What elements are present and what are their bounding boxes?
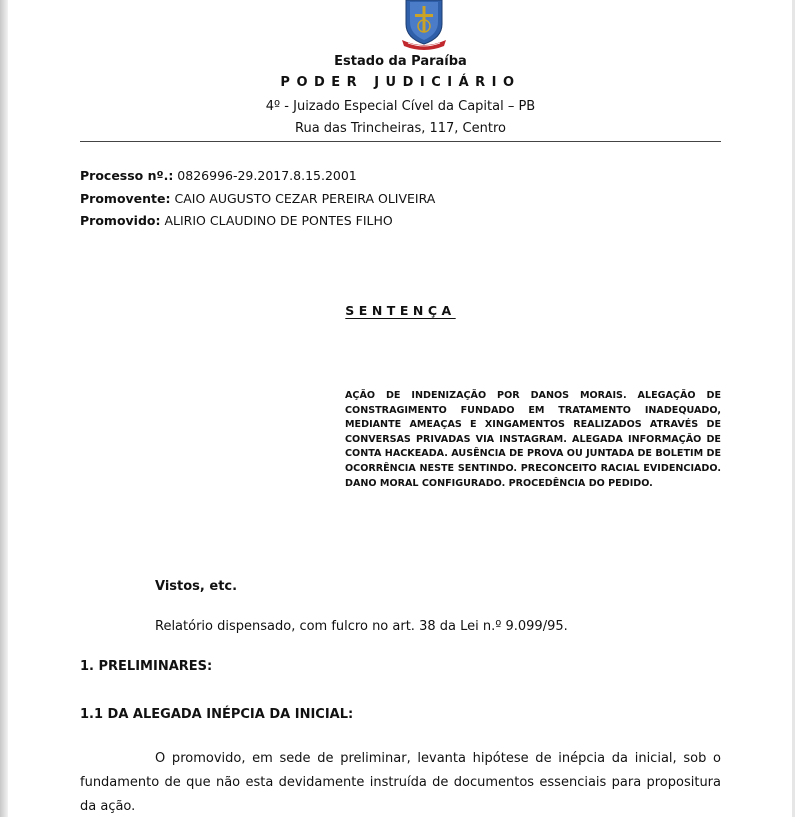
process-number-line (80, 168, 357, 183)
header-divider (80, 141, 721, 142)
defendant-value: ALIRIO CLAUDINO DE PONTES FILHO (160, 213, 393, 228)
plaintiff-label: Promovente: (80, 191, 171, 206)
page-left-edge (0, 0, 8, 817)
section-heading-preliminaries: 1. PRELIMINARES: (80, 659, 213, 674)
defendant-label: Promovido: (80, 213, 161, 228)
subsection-heading-inepcia: 1.1 DA ALEGADA INÉPCIA DA INICIAL: (80, 707, 354, 722)
document-title: SENTENÇA (345, 303, 456, 318)
plaintiff-line (80, 191, 435, 206)
judicial-power-title: PODER JUDICIÁRIO (280, 75, 521, 90)
state-name: Estado da Paraíba (334, 54, 467, 69)
process-number-value: 0826996-29.2017.8.15.2001 (173, 168, 357, 183)
process-number-label: Processo nº.: (80, 168, 174, 183)
coat-of-arms-icon (400, 0, 448, 50)
court-name: 4º - Juizado Especial Cível da Capital – PB (265, 99, 536, 114)
document-title-wrap (80, 303, 721, 318)
report-text: Relatório dispensado, com fulcro no art. 38 da Lei n.º 9.099/95. (155, 619, 568, 634)
case-summary: AÇÃO DE INDENIZAÇÃO POR DANOS MORAIS. ALEGAÇÃO DE CONSTRAGIMENTO FUNDADO EM TRATAMENTO INADEQUADO, MEDIANTE AMEAÇAS E XINGAMENTOS REALIZADOS ATRAVÉS DE CONVERSAS PRIVADAS VIA INSTAGRAM. ALEGADA INFORMAÇÃO DE CONTA HACKEADA. AUSÊNCIA DE PROVA OU JUNTADA DE BOLETIM DE OCORRÊNCIA NESTE SENTINDO. PRECONCEITO RACIAL EVIDENCIADO. DANO MORAL CONFIGURADO. PROCEDÊNCIA DO PEDIDO. (345, 390, 721, 489)
defendant-line (80, 213, 393, 228)
court-address: Rua das Trincheiras, 117, Centro (295, 121, 506, 136)
plaintiff-value: CAIO AUGUSTO CEZAR PEREIRA OLIVEIRA (170, 191, 436, 206)
body-paragraph: O promovido, em sede de preliminar, levanta hipótese de inépcia da inicial, sob o fundamento de que não esta devidamente instruída de documentos essenciais para propositura da ação. (80, 751, 721, 814)
vistos-text: Vistos, etc. (155, 579, 238, 594)
